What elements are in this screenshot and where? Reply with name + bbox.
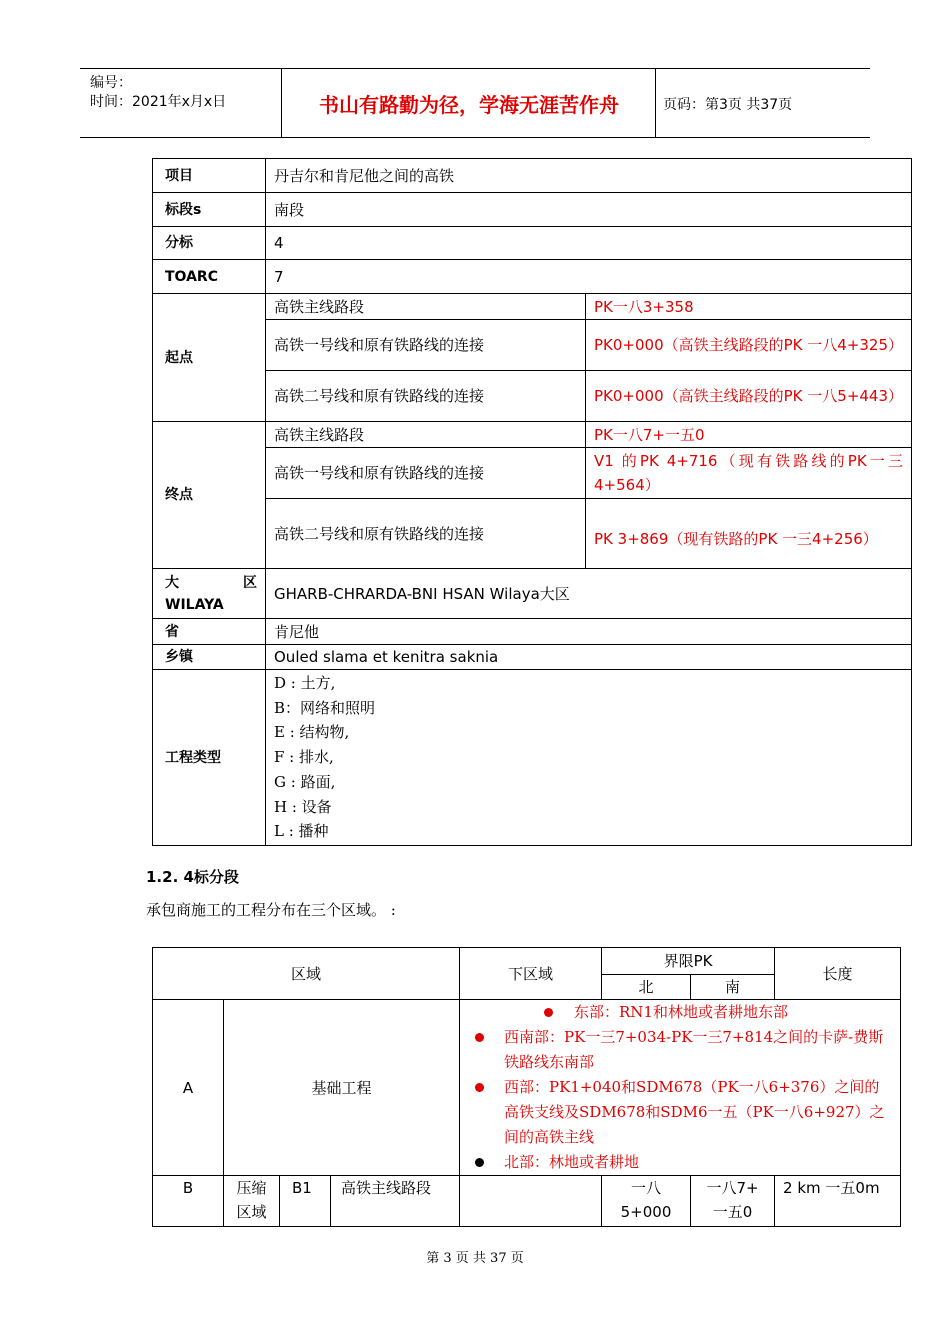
region-label-part: WILAYA (165, 596, 224, 613)
lot-value: 4 (266, 227, 912, 260)
project-value: 丹吉尔和肯尼他之间的高铁 (266, 159, 912, 193)
section-title: 1.2. 4标分段 (146, 868, 239, 886)
table-row (153, 1176, 901, 1227)
header-length: 长度 (775, 948, 901, 1000)
section-label: 标段s (153, 193, 266, 227)
start-pk: PK0+000（高铁主线路段的PK 一八4+325） (586, 320, 912, 371)
header-subzone: 下区域 (460, 948, 602, 1000)
list-item: 西部：PK1+040和SDM678（PK一八6+376）之间的高铁支线及SDM678和SDM6一五（PK一八6+927）之间的高铁主线 (464, 1075, 894, 1150)
header-limit-pk: 界限PK (602, 948, 775, 975)
bullet-icon (544, 1008, 553, 1017)
limit-north-line: 一八 (631, 1179, 662, 1197)
table-row (153, 193, 912, 227)
header-slogan: 书山有路勤为径，学海无涯苦作舟 (319, 93, 619, 117)
table-row (153, 294, 912, 320)
table-row (153, 371, 912, 422)
table-row (153, 422, 912, 448)
works-type-list (266, 670, 912, 846)
end-desc: 高铁二号线和原有铁路线的连接 (266, 499, 586, 569)
start-desc: 高铁主线路段 (266, 294, 586, 320)
table-row (153, 619, 912, 645)
table-row (153, 260, 912, 294)
table-row (153, 569, 912, 619)
section-value: 南段 (266, 193, 912, 227)
document-number-label: 编号： (90, 75, 132, 91)
page-info: 页码：第3页 共37页 (663, 97, 793, 113)
table-row (153, 159, 912, 193)
header-zone: 区域 (153, 948, 460, 1000)
subzone-code: B1 (280, 1176, 331, 1227)
region-label-part: 大 (165, 574, 179, 591)
works-type-label: 工程类型 (153, 670, 266, 846)
works-item: H : 设备 (274, 797, 332, 816)
list-item: 西南部：PK一三7+034-PK一三7+814之间的卡萨-费斯铁路线东南部 (464, 1025, 894, 1075)
toarc-label: TOARC (153, 260, 266, 294)
zone-code: A (153, 1000, 224, 1176)
limit-south-line: 一八7+ (706, 1179, 759, 1197)
end-pk: PK一八7+一五0 (586, 422, 912, 448)
table-row (153, 320, 912, 371)
limit-north (602, 1176, 691, 1227)
end-pk: PK 3+869（现有铁路的PK 一三4+256） (586, 499, 912, 569)
end-desc: 高铁一号线和原有铁路线的连接 (266, 448, 586, 499)
works-item: B：网络和照明 (274, 698, 376, 717)
table-row (153, 670, 912, 846)
list-item: 北部：林地或者耕地 (464, 1150, 894, 1175)
document-date: 时间：2021年x月x日 (90, 94, 227, 110)
works-item: G : 路面, (274, 772, 336, 791)
start-pk: PK0+000（高铁主线路段的PK 一八5+443） (586, 371, 912, 422)
zone-name-line: 区域 (236, 1203, 267, 1221)
subzone-desc: 高铁主线路段 (331, 1176, 460, 1227)
zone-name (224, 1176, 280, 1227)
town-label: 乡镇 (153, 645, 266, 670)
bullet-icon (475, 1158, 484, 1167)
table-row (153, 499, 912, 569)
start-desc: 高铁二号线和原有铁路线的连接 (266, 371, 586, 422)
project-label: 项目 (153, 159, 266, 193)
table-row (153, 448, 912, 499)
end-point-label: 终点 (153, 422, 266, 569)
works-item: F : 排水, (274, 748, 334, 767)
works-item: E : 结构物, (274, 723, 350, 742)
section-intro: 承包商施工的工程分布在三个区域。 : (146, 901, 396, 919)
works-item: D : 土方, (274, 673, 336, 692)
table-row (153, 1000, 901, 1176)
header-north: 北 (602, 975, 691, 1000)
page-footer: 第 3 页 共 37 页 (426, 1251, 524, 1266)
works-item: L : 播种 (274, 822, 329, 841)
subzone-empty (460, 1176, 602, 1227)
region-label-part: 区 (243, 574, 257, 591)
start-desc: 高铁一号线和原有铁路线的连接 (266, 320, 586, 371)
limit-south (691, 1176, 775, 1227)
zone-name-line: 压缩 (236, 1179, 267, 1197)
table-header-row (153, 948, 901, 975)
limit-south-line: 一五0 (712, 1203, 753, 1221)
header-south: 南 (691, 975, 775, 1000)
province-value: 肯尼他 (266, 619, 912, 645)
list-item: 东部：RN1和林地或者耕地东部 (464, 1000, 894, 1025)
header-divider (655, 69, 656, 137)
toarc-value: 7 (266, 260, 912, 294)
region-label (153, 569, 266, 619)
end-desc: 高铁主线路段 (266, 422, 586, 448)
zone-table (152, 947, 901, 1227)
zone-description (460, 1000, 901, 1176)
region-value: GHARB-CHRARDA-BNI HSAN Wilaya大区 (266, 569, 912, 619)
bullet-icon (475, 1083, 484, 1092)
bullet-icon (475, 1033, 484, 1042)
lot-label: 分标 (153, 227, 266, 260)
zone-bullet-list (464, 1000, 894, 1175)
end-pk: V1 的PK 4+716（现有铁路线的PK一三4+564） (586, 448, 912, 499)
table-row (153, 227, 912, 260)
town-value: Ouled slama et kenitra saknia (266, 645, 912, 670)
table-row (153, 645, 912, 670)
project-info-table (152, 158, 912, 846)
start-pk: PK一八3+358 (586, 294, 912, 320)
limit-north-line: 5+000 (620, 1203, 672, 1221)
start-point-label: 起点 (153, 294, 266, 422)
length-value: 2 km 一五0m (775, 1176, 901, 1227)
page-header (80, 68, 870, 138)
zone-code: B (153, 1176, 224, 1227)
zone-name: 基础工程 (224, 1000, 460, 1176)
province-label: 省 (153, 619, 266, 645)
